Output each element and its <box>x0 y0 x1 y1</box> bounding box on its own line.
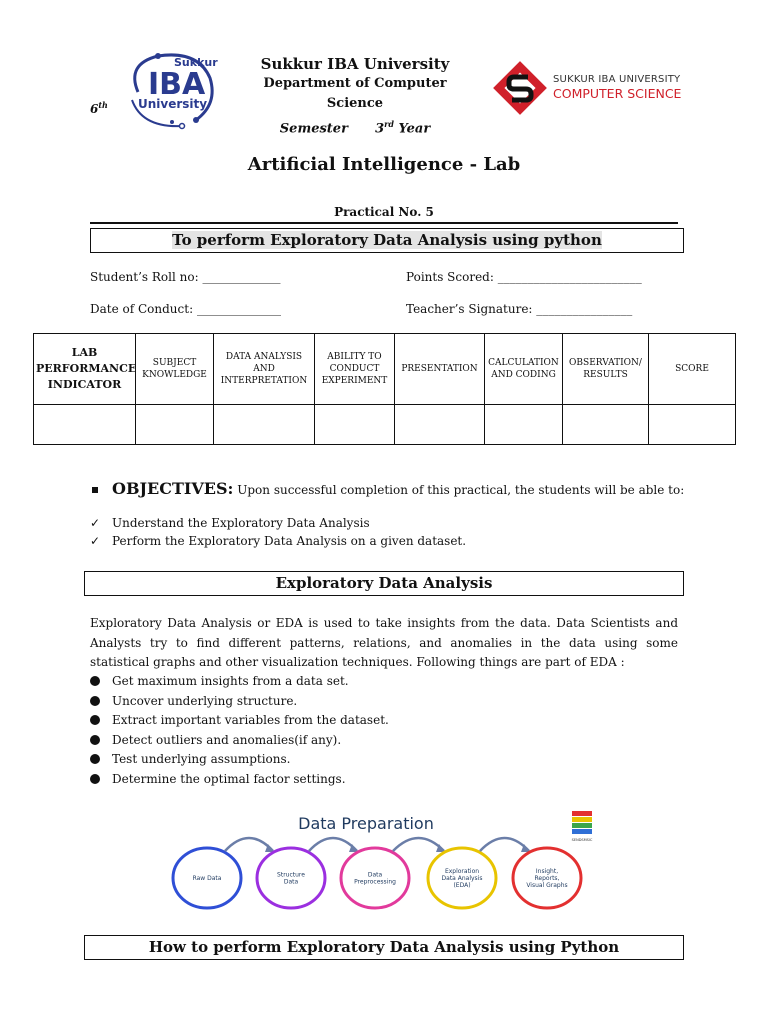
logo-iba-text: IBA <box>148 67 206 102</box>
diagram-arrow <box>309 838 357 851</box>
list-item: ✓ Perform the Exploratory Data Analysis on a given dataset. <box>90 534 467 548</box>
diagram-logo-caption: SENDSMSIC <box>571 838 593 842</box>
list-item: ✓ Understand the Exploratory Data Analysis <box>90 516 370 530</box>
objectives-list <box>90 514 466 550</box>
table-cell <box>315 405 395 445</box>
bullet-dot-icon <box>90 754 100 764</box>
table-cell <box>34 405 136 445</box>
header-ability-to-conduct: ABILITY TO CONDUCT EXPERIMENT <box>315 334 395 405</box>
cs-logo-line2: COMPUTER SCIENCE <box>553 86 682 101</box>
objectives-intro: Upon successful completion of this practical, the students will be able to: <box>237 483 685 497</box>
diagram-step-label: Data Analysis <box>441 875 483 882</box>
objectives-heading <box>90 479 684 498</box>
cs-logo-line1: SUKKUR IBA UNIVERSITY <box>553 74 681 85</box>
logo-university-text: University <box>138 97 208 111</box>
semester-label: Semester <box>279 121 348 137</box>
diagram-arrow <box>393 838 444 851</box>
list-item: Test underlying assumptions. <box>90 750 389 770</box>
table-cell <box>214 405 315 445</box>
data-preparation-diagram <box>160 806 620 916</box>
diagram-step-label: Visual Graphs <box>526 882 568 889</box>
semester-ordinal-suffix: th <box>98 100 108 110</box>
diagram-arrow <box>480 838 529 851</box>
table-cell <box>395 405 485 445</box>
bullet-dot-icon <box>90 715 100 725</box>
list-item: Determine the optimal factor settings. <box>90 770 389 790</box>
date-of-conduct-field: Date of Conduct: ______________ <box>90 302 281 316</box>
bullet-dot-icon <box>90 676 100 686</box>
computer-science-logo-text <box>553 73 681 101</box>
diagram-step-label: Data <box>283 878 299 886</box>
square-bullet-icon <box>92 487 98 493</box>
sukkur-iba-logo <box>118 48 222 132</box>
bullet-dot-icon <box>90 696 100 706</box>
table-value-row <box>34 405 736 445</box>
year-label: Year <box>398 121 431 137</box>
list-item: Extract important variables from the dataset. <box>90 711 389 731</box>
semester-ordinal <box>90 100 108 116</box>
diagram-step-label: (EDA) <box>453 882 471 889</box>
logo-sukkur-text: Sukkur <box>174 56 218 69</box>
year-number: 3 <box>375 121 385 137</box>
diagram-step-label: Data <box>367 871 383 879</box>
roll-number-field: Student’s Roll no: _____________ <box>90 270 281 284</box>
header-text-block <box>236 54 474 139</box>
table-cell <box>563 405 649 445</box>
how-to-perform-title: How to perform Exploratory Data Analysis using Python <box>84 935 684 960</box>
practical-number: Practical No. 5 <box>334 205 434 219</box>
semester-year-line <box>236 114 474 139</box>
lab-title: Artificial Intelligence - Lab <box>247 154 521 175</box>
practical-aim: To perform Exploratory Data Analysis using python <box>172 231 602 249</box>
header-presentation: PRESENTATION <box>395 334 485 405</box>
diagram-step-label: Preprocessing <box>354 878 396 886</box>
objectives-label: OBJECTIVES: <box>112 479 234 498</box>
university-name: Sukkur IBA University <box>260 55 450 73</box>
diagram-steps <box>173 838 581 908</box>
year-suffix: rd <box>384 119 394 129</box>
bullet-dot-icon <box>90 774 100 784</box>
eda-bullet-list <box>90 672 389 789</box>
table-cell <box>649 405 736 445</box>
stack-logo-icon <box>572 811 592 834</box>
diagram-step-label: Reports, <box>534 875 560 882</box>
list-item: Uncover underlying structure. <box>90 692 389 712</box>
diagram-title: Data Preparation <box>298 814 434 833</box>
header-lab-performance-indicator: LAB PERFORMANCE INDICATOR <box>34 334 136 405</box>
header-observation-results: OBSERVATION/ RESULTS <box>563 334 649 405</box>
diagram-step-label: Raw Data <box>192 875 222 882</box>
diagram-step-label: Insight, <box>535 868 559 875</box>
semester-ordinal-number: 6 <box>90 102 99 116</box>
eda-section-title: Exploratory Data Analysis <box>84 571 684 596</box>
title-divider <box>90 222 678 224</box>
lab-performance-table <box>33 333 736 445</box>
diagram-arrow <box>225 838 273 851</box>
eda-paragraph: Exploratory Data Analysis or EDA is used to take insights from the data. Data Scientists and Analysts try to find different patterns, relations, and anomalies in the data using some statistical graphs and other visualization techniques. Following things are part of EDA : <box>90 616 678 669</box>
checkmark-icon: ✓ <box>90 534 101 548</box>
list-item: Detect outliers and anomalies(if any). <box>90 731 389 751</box>
checkmark-icon: ✓ <box>90 516 101 530</box>
table-cell <box>136 405 214 445</box>
table-cell <box>485 405 563 445</box>
practical-aim-box <box>90 228 684 253</box>
header-data-analysis: DATA ANALYSIS AND INTERPRETATION <box>214 334 315 405</box>
diagram-step-label: Exploration <box>444 868 480 875</box>
bullet-dot-icon <box>90 735 100 745</box>
computer-science-logo-icon <box>492 60 548 116</box>
points-scored-field: Points Scored: ________________________ <box>406 270 642 284</box>
department-name: Department of Computer Science <box>263 76 447 111</box>
header-calculation-coding: CALCULATION AND CODING <box>485 334 563 405</box>
teacher-signature-field: Teacher’s Signature: ________________ <box>406 302 633 316</box>
header-score: SCORE <box>649 334 736 405</box>
list-item: Get maximum insights from a data set. <box>90 672 389 692</box>
header-subject-knowledge: SUBJECT KNOWLEDGE <box>136 334 214 405</box>
table-header-row <box>34 334 736 405</box>
diagram-step-label: Structure <box>277 871 305 879</box>
